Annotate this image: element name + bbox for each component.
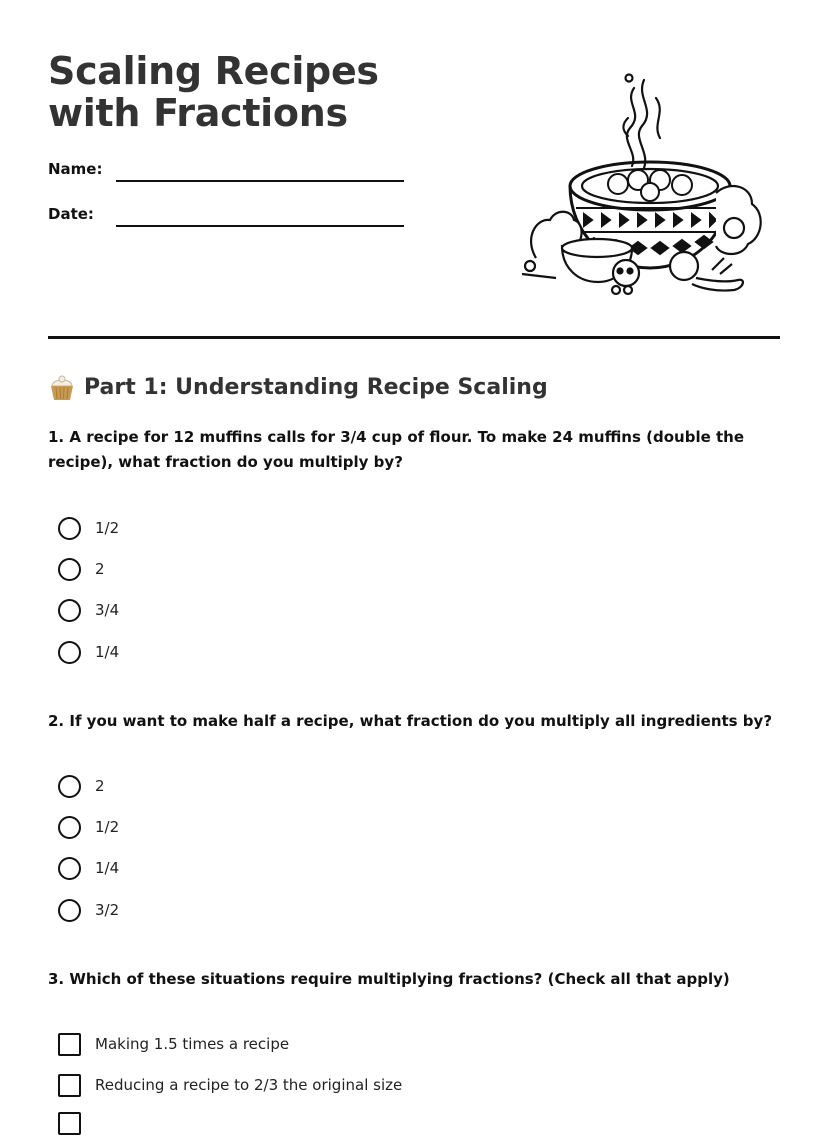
- date-field: [48, 205, 408, 235]
- option-label: 1/2: [95, 818, 120, 836]
- option-label: 2: [95, 560, 105, 578]
- q3-option-2[interactable]: [58, 1072, 402, 1098]
- name-input-line[interactable]: [116, 180, 404, 182]
- name-field: [48, 160, 408, 190]
- q2-option-2[interactable]: [58, 814, 119, 840]
- name-label: Name:: [48, 160, 103, 178]
- option-label: 3/2: [95, 901, 120, 919]
- q1-option-3[interactable]: [58, 597, 119, 623]
- radio-button[interactable]: [58, 517, 81, 540]
- q3-option-1[interactable]: [58, 1031, 289, 1057]
- cupcake-icon: [48, 372, 76, 402]
- part1-heading: [48, 372, 548, 402]
- radio-button[interactable]: [58, 641, 81, 664]
- radio-button[interactable]: [58, 558, 81, 581]
- option-label: 1/4: [95, 643, 120, 661]
- checkbox[interactable]: [58, 1033, 81, 1056]
- part1-title: Part 1: Understanding Recipe Scaling: [84, 374, 548, 400]
- q2-option-3[interactable]: [58, 855, 119, 881]
- radio-button[interactable]: [58, 899, 81, 922]
- q1-option-1[interactable]: [58, 515, 119, 541]
- cooking-pot-illustration: [516, 68, 772, 300]
- date-input-line[interactable]: [116, 225, 404, 227]
- q1-option-2[interactable]: [58, 556, 105, 582]
- option-label: 1/2: [95, 519, 120, 537]
- q2-option-4[interactable]: [58, 897, 119, 923]
- q1-option-4[interactable]: [58, 639, 119, 665]
- question-3: 3. Which of these situations require multiplying fractions? (Check all that apply): [48, 970, 730, 988]
- checkbox[interactable]: [58, 1112, 81, 1135]
- radio-button[interactable]: [58, 857, 81, 880]
- question-1: 1. A recipe for 12 muffins calls for 3/4 cup of flour. To make 24 muffins (double the recipe), what fraction do you multiply by?: [48, 428, 744, 471]
- option-label: Making 1.5 times a recipe: [95, 1035, 290, 1053]
- q3-option-3-partial[interactable]: [58, 1110, 95, 1136]
- radio-button[interactable]: [58, 599, 81, 622]
- q2-option-1[interactable]: [58, 773, 105, 799]
- page-title: Scaling Recipes with Fractions: [48, 49, 379, 135]
- option-label: Reducing a recipe to 2/3 the original size: [95, 1076, 403, 1094]
- option-label: 2: [95, 777, 105, 795]
- question-2: 2. If you want to make half a recipe, what fraction do you multiply all ingredients by?: [48, 712, 773, 730]
- radio-button[interactable]: [58, 816, 81, 839]
- option-label: 3/4: [95, 601, 120, 619]
- radio-button[interactable]: [58, 775, 81, 798]
- option-label: 1/4: [95, 859, 120, 877]
- section-divider: [48, 336, 780, 339]
- checkbox[interactable]: [58, 1074, 81, 1097]
- date-label: Date:: [48, 205, 94, 223]
